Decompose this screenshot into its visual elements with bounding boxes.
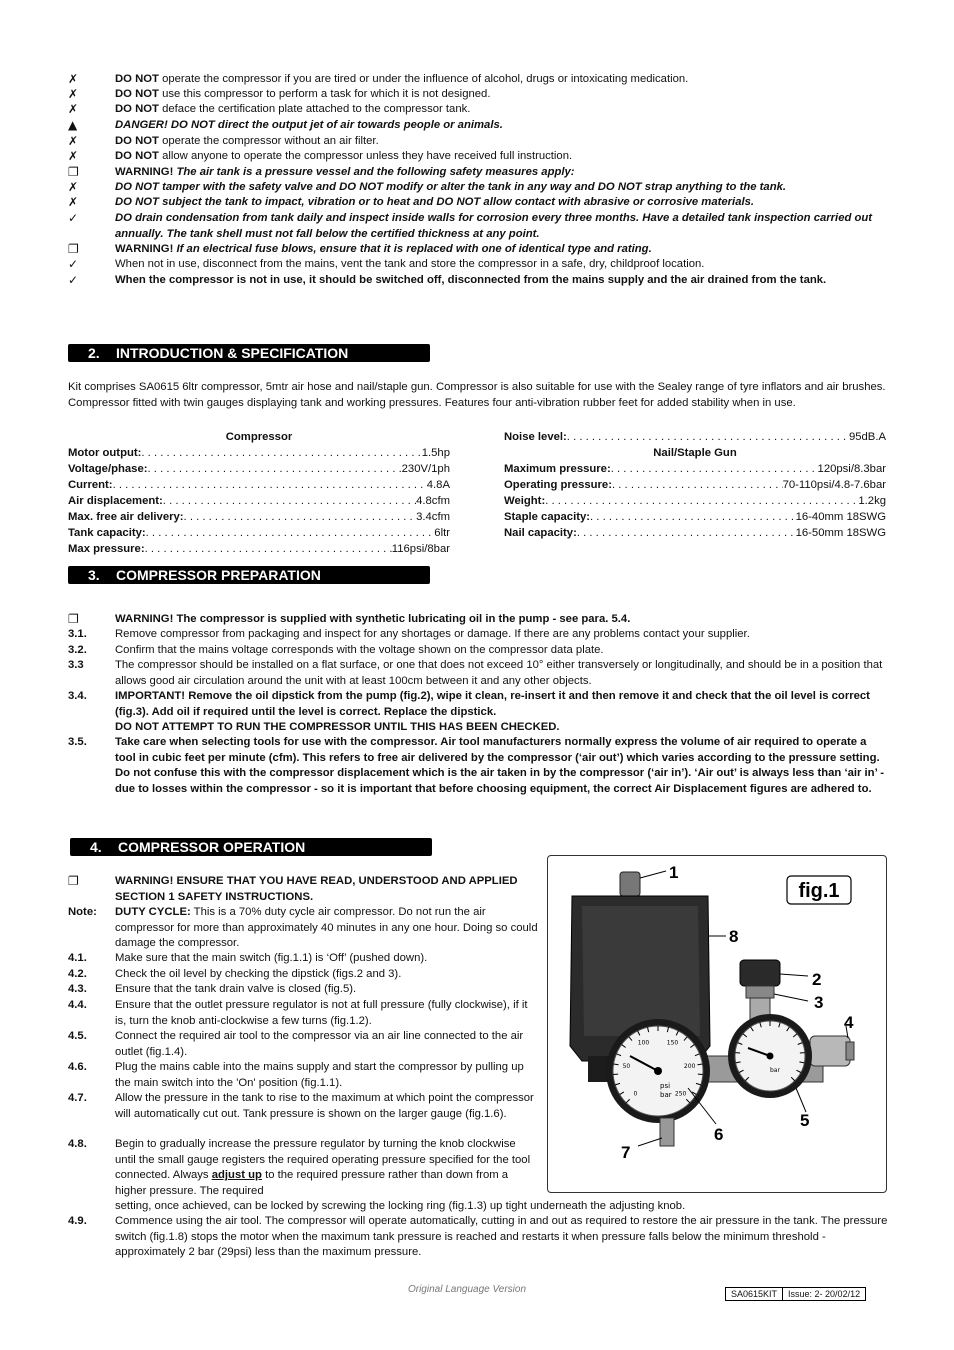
issue-date: Issue: 2- 20/02/12	[788, 1289, 861, 1299]
spec-row: Motor output: . . . 1.5hp	[68, 446, 450, 462]
gauge-tick-label: 100	[637, 1039, 650, 1047]
safety-symbol-icon: ✗	[68, 149, 79, 163]
safety-symbol-icon: ✗	[68, 87, 79, 101]
gauge-tick-label: 250	[674, 1090, 687, 1098]
spec-row: Maximum pressure: . . . 120psi/8.3bar	[504, 462, 886, 478]
spec-row: Tank capacity: . . . 6ltr	[68, 526, 450, 542]
spec-row: Max pressure: . . . 116psi/8bar	[68, 542, 450, 558]
safety-symbol-icon: ❐	[68, 165, 79, 179]
spec-row: Nail capacity: . . . 16-50mm 18SWG	[504, 526, 886, 542]
section-2-header	[68, 344, 430, 362]
callout-5: 5	[800, 1111, 810, 1130]
safety-symbol-icon: ✓	[68, 211, 79, 225]
safety-symbol-icon: ▲	[68, 118, 78, 132]
callout-2: 2	[812, 970, 822, 989]
section-title: INTRODUCTION & SPECIFICATION	[116, 345, 349, 361]
svg-text:bar: bar	[660, 1091, 672, 1099]
safety-symbol-icon: ✓	[68, 257, 79, 271]
gauge-tick-label: 50	[622, 1062, 631, 1070]
svg-text:psi: psi	[660, 1082, 671, 1090]
compressor-pressure-switch-illustration	[548, 856, 886, 1192]
svg-text:bar: bar	[770, 1067, 780, 1074]
footer-issue-box	[725, 1287, 866, 1301]
spec-row: Max. free air delivery: . . . 3.4cfm	[68, 510, 450, 526]
gauge-tick-label: 200	[683, 1062, 696, 1070]
callout-4: 4	[844, 1013, 854, 1032]
spec-row: Voltage/phase: . . . 230V/1ph	[68, 462, 450, 478]
intro-paragraph: Kit comprises SA0615 6ltr compressor, 5mtr air hose and nail/staple gun. Compressor is also suitable for use with the Sealey range of tyre inflators and air brushes. Compressor fitted with twin gauges displaying tank and working pressures. Features four anti-vibration rubber feet for added stability when in use.	[68, 381, 886, 409]
product-code: SA0615KIT	[726, 1288, 783, 1300]
safety-symbol-icon: ✓	[68, 273, 79, 287]
gauge-tick-label: 150	[666, 1039, 679, 1047]
section-3-header: 3. COMPRESSOR PREPARATION	[68, 566, 430, 584]
spec-row: Weight: . . . 1.2kg	[504, 494, 886, 510]
spec-row: Operating pressure: . . . 70-110psi/4.8-7.6bar	[504, 478, 886, 494]
section-number: 2.	[88, 345, 100, 361]
air-outlet	[810, 1036, 850, 1066]
switch-button	[620, 872, 640, 896]
callout-8: 8	[729, 927, 739, 946]
drain-valve	[660, 1118, 674, 1146]
section-4-header: 4. COMPRESSOR OPERATION	[70, 838, 432, 856]
figure-1	[547, 855, 887, 1193]
housing-panel	[582, 906, 700, 1036]
safety-symbol-icon: ✗	[68, 72, 79, 86]
footer-language-note: Original Language Version	[407, 1284, 527, 1295]
box-icon: ❐	[68, 874, 79, 888]
callout-3: 3	[814, 993, 824, 1012]
callout-1: 1	[669, 863, 679, 882]
regulator-knob	[740, 960, 780, 986]
callout-6: 6	[714, 1125, 724, 1144]
gauge-tick-label: 0	[633, 1090, 638, 1098]
item-4-8-continued: setting, once achieved, can be locked by screwing the locking ring (fig.1.3) up tight underneath the adjusting knob.	[115, 1200, 686, 1212]
compressor-heading: Compressor	[225, 431, 293, 443]
safety-symbol-icon: ❐	[68, 242, 79, 256]
safety-symbol-icon: ✗	[68, 180, 79, 194]
gun-heading: Nail/Staple Gun	[653, 447, 737, 459]
safety-symbol-icon: ✗	[68, 102, 79, 116]
spec-noise: Noise level: . . . 95dB.A	[504, 430, 886, 446]
spec-row: Air displacement: . . . 4.8cfm	[68, 494, 450, 510]
safety-symbol-icon: ✗	[68, 195, 79, 209]
safety-symbol-icon: ✗	[68, 134, 79, 148]
spec-row: Current: . . . 4.8A	[68, 478, 450, 494]
callout-7: 7	[621, 1143, 631, 1162]
locking-ring	[746, 986, 774, 998]
spec-row: Staple capacity: . . . 16-40mm 18SWG	[504, 510, 886, 526]
fig-label: fig.1	[798, 880, 840, 902]
